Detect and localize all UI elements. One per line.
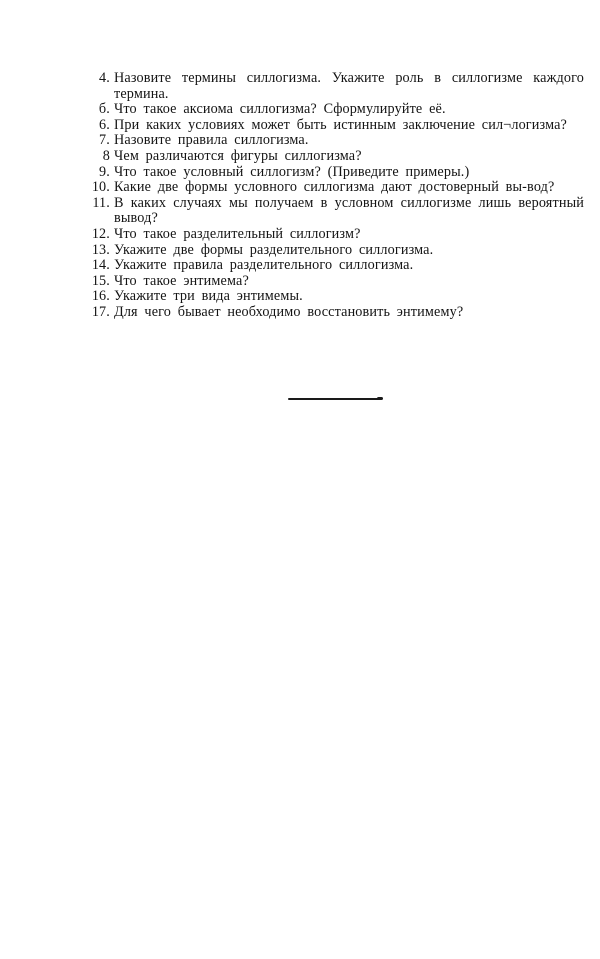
question-item xyxy=(84,227,584,243)
question-text: Для чего бывает необходимо восстановить энтимему? xyxy=(114,303,464,320)
question-number: 9. xyxy=(99,163,110,180)
question-number: 12. xyxy=(91,225,110,242)
question-text: Что такое аксиома силлогизма? Сформулируйте её. xyxy=(114,101,446,118)
question-number: 13. xyxy=(91,241,110,258)
question-item xyxy=(84,243,584,259)
question-item xyxy=(84,305,584,321)
question-item xyxy=(84,258,584,274)
question-text: Укажите две формы разделительного силлогизма. xyxy=(114,241,434,258)
question-item xyxy=(84,102,584,118)
question-text: Чем различаются фигуры силлогизма? xyxy=(114,147,362,164)
review-questions-list xyxy=(84,71,584,321)
question-number: 11. xyxy=(92,194,110,211)
question-number: 6. xyxy=(99,116,110,133)
question-item xyxy=(84,133,584,149)
question-item xyxy=(84,274,584,290)
section-end-rule xyxy=(288,398,380,400)
question-item xyxy=(84,289,584,305)
question-number: 8 xyxy=(102,147,110,164)
question-text: В каких случаях мы получаем в условном силлогизме лишь вероятный вывод? xyxy=(114,194,584,227)
question-number: 17. xyxy=(91,303,110,320)
question-number: 14. xyxy=(91,257,110,274)
question-text: Назовите термины силлогизма. Укажите роль в силлогизме каждого термина. xyxy=(114,70,584,102)
question-item xyxy=(84,71,584,102)
question-item xyxy=(84,118,584,134)
question-text: Что такое разделительный силлогизм? xyxy=(114,225,361,242)
question-item xyxy=(84,196,584,227)
question-number: 7. xyxy=(99,132,110,149)
question-item xyxy=(84,149,584,165)
question-text: При каких условиях может быть истинным заключение сил¬логизма? xyxy=(114,116,567,133)
question-number: б. xyxy=(98,101,110,118)
question-text: Назовите правила силлогизма. xyxy=(114,132,309,149)
question-text: Какие две формы условного силлогизма дают достоверный вы-вод? xyxy=(114,179,555,196)
question-item xyxy=(84,165,584,181)
question-text: Что такое энтимема? xyxy=(114,272,249,289)
question-number: 10. xyxy=(91,179,110,196)
question-number: 4. xyxy=(99,70,110,86)
question-number: 15. xyxy=(91,272,110,289)
question-item xyxy=(84,180,584,196)
question-text: Укажите три вида энтимемы. xyxy=(114,288,303,305)
question-number: 16. xyxy=(91,288,110,305)
question-text: Что такое условный силлогизм? (Приведите примеры.) xyxy=(114,163,470,180)
question-text: Укажите правила разделительного силлогизма. xyxy=(114,257,414,274)
